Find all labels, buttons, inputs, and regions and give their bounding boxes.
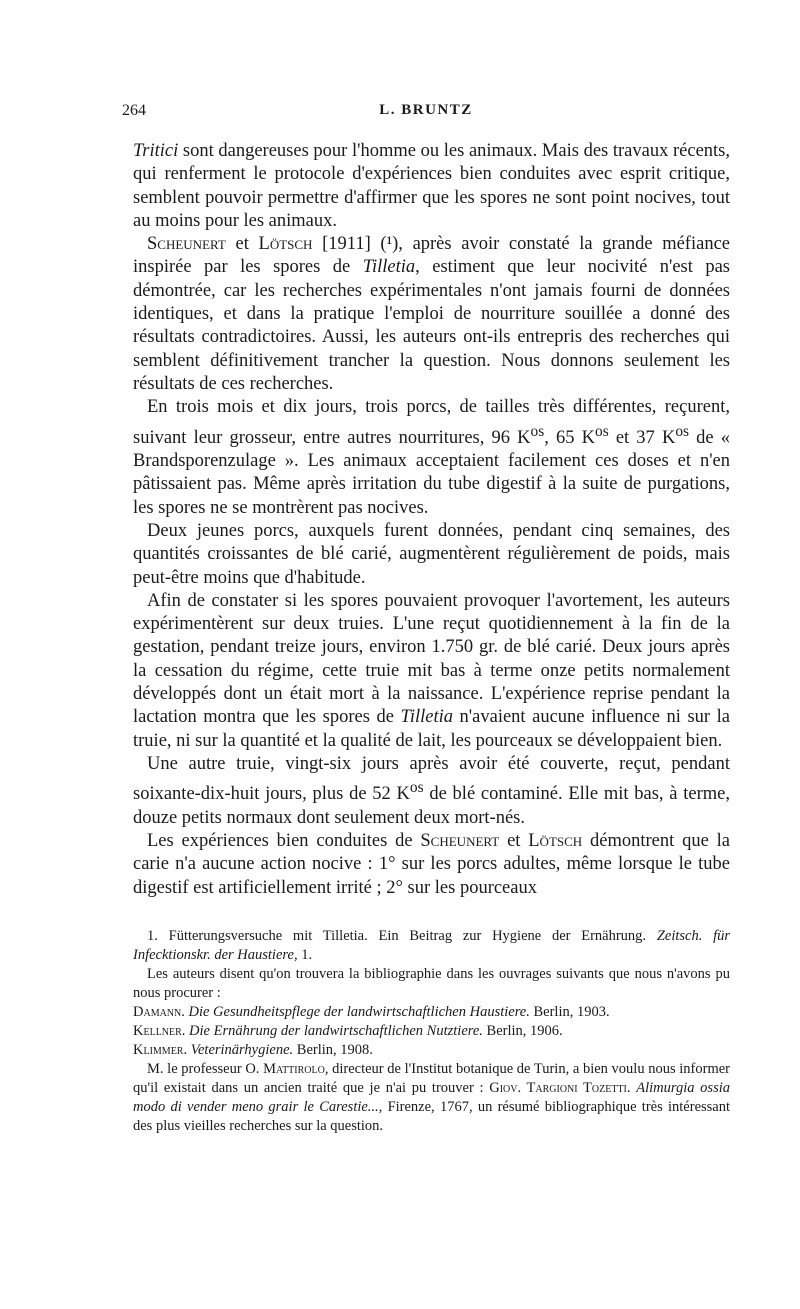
superscript: os (530, 422, 545, 440)
paragraph (133, 753, 730, 830)
superscript: os (409, 779, 424, 797)
italic-text: Zeitsch. für Infecktionskr. der Haustiere (133, 928, 730, 963)
author-name: Mattirolo (263, 1061, 325, 1077)
superscript: os (594, 422, 609, 440)
paragraph-text: Les expériences bien conduites de (147, 830, 421, 851)
work-title: Die Ernährung der landwirtschaftlichen Nutztiere. (189, 1023, 483, 1039)
author-name: Damann. (133, 1004, 185, 1020)
bibliography-entry (133, 1003, 730, 1022)
paragraph-text: et (225, 234, 259, 255)
running-head: L. BRUNTZ (379, 102, 473, 118)
paragraph-text: [1911] (¹), après avoir constaté la grande méfiance inspirée par les spores de (133, 234, 730, 278)
footnote-text: . (626, 1080, 637, 1096)
body-text (133, 140, 730, 900)
paragraph (133, 590, 730, 753)
paragraph-text: sont dangereuses pour l'homme ou les animaux. Mais des travaux récents, qui renferment le protocole d'expériences bien conduites avec esprit critique, semblent pouvoir permettre d'affirmer que les spores ne sont point nocives, tout au moins pour les animaux. (133, 141, 730, 231)
paragraph-text: Deux jeunes porcs, auxquels furent données, pendant cinq semaines, des quantités croissantes de blé carié, augmentèrent régulièrement de poids, mais peut-être moins que d'habitude. (133, 520, 730, 588)
footnote-text: Berlin, 1903. (529, 1004, 610, 1020)
paragraph-text: de blé contaminé. Elle mit bas, à terme, douze petits normaux dont seulement deux mort-nés. (133, 784, 730, 828)
italic-text: Tilletia (362, 257, 416, 278)
paragraph-text: Une autre truie, vingt-six jours après avoir été couverte, reçut, pendant soixante-dix-huit jours, plus de 52 K (133, 753, 730, 805)
footnote-text: 1. Fütterungsversuche mit Tilletia. Ein Beitrag zur Hygiene der Ernährung. (147, 928, 657, 944)
paragraph-text: et (499, 830, 529, 851)
paragraph-text: En trois mois et dix jours, trois porcs, de tailles très différentes, reçurent, suivant leur grosseur, entre autres nourritures, 96 K (133, 397, 730, 448)
paragraph (133, 830, 730, 900)
paragraph-text: Afin de constater si les spores pouvaient provoquer l'avortement, les auteurs expérimentèrent sur deux truies. L'une reçut quotidiennement à la fin de la gestation, pendant treize jours, environ 1.750 gr. de blé carié. Deux jours après la cessation du régime, cette truie mit bas à terme onze petits normalement développés dont un était mort à la naissance. L'expérience reprise pendant la lactation montra que les spores de (133, 590, 730, 728)
bibliography-entry (133, 1041, 730, 1060)
paragraph-text: , estiment que leur nocivité n'est pas démontrée, car les recherches expérimentales n'ont jamais fourni de données identiques, et dans la pratique l'emploi de nourriture souillée a donné des résultats contradictoires. Aussi, les auteurs ont-ils entrepris des recherches qui semblent définitivement trancher la question. Nous donnons seulement les résultats de ces recherches. (133, 257, 731, 394)
footnotes (133, 927, 730, 1136)
italic-text: Tritici (133, 141, 179, 161)
paragraph (133, 520, 730, 590)
paragraph-text: de « Brandsporenzulage ». Les animaux acceptaient facilement ces doses et n'en pâtissaient pas. Même après irritation du tube digestif à la suite de purgations, les spores ne se montrèrent pas nocives. (133, 427, 730, 518)
bibliography-entry (133, 1022, 730, 1041)
author-name: Lötsch (528, 830, 583, 851)
paragraph-text: et 37 K (608, 427, 676, 448)
work-title: Alimurgia ossia modo di vender meno grair le Carestie... (133, 1080, 730, 1115)
author-name: Scheunert (420, 830, 500, 851)
author-name: Klimmer. (133, 1042, 188, 1058)
footnote (133, 1060, 730, 1136)
author-name: Lötsch (258, 234, 313, 255)
italic-text: Tilletia (400, 707, 453, 728)
footnote-text: Berlin, 1906. (482, 1023, 563, 1039)
footnote-text: Berlin, 1908. (293, 1042, 373, 1058)
author-name: Kellner. (133, 1023, 186, 1039)
footnote-text: M. le professeur O. (147, 1061, 264, 1077)
superscript: os (675, 422, 690, 440)
paragraph-text: n'avaient aucune influence ni sur la truie, ni sur la quantité et la qualité de lait, les pourceaux se développaient bien. (133, 707, 730, 751)
paragraph (133, 140, 730, 233)
work-title: Veterinärhygiene. (190, 1042, 294, 1058)
footnote (133, 965, 730, 1003)
paragraph-text: démontrent que la carie n'a aucune action nocive : 1° sur les porcs adultes, même lorsque le tube digestif est artificiellement irrité ; 2° sur les pourceaux (133, 830, 730, 898)
page-header (122, 102, 730, 126)
footnote-text: , 1. (293, 947, 313, 963)
paragraph-text: , 65 K (544, 427, 595, 448)
footnote-text: , directeur de l'Institut botanique de Turin, a bien voulu nous informer qu'il existait dans un ancien traité que je n'ai pu trouver : (133, 1061, 730, 1096)
work-title: Die Gesundheitspflege der landwirtschaftlichen Haustiere. (188, 1004, 530, 1020)
page-number: 264 (122, 102, 146, 119)
footnote (133, 927, 730, 965)
paragraph (133, 396, 730, 520)
paragraph (133, 233, 730, 396)
author-name: Giov. Targioni Tozetti (489, 1080, 627, 1096)
author-name: Scheunert (147, 234, 226, 255)
footnote-text: Les auteurs disent qu'on trouvera la bibliographie dans les ouvrages suivants que nous n'avons pu nous procurer : (133, 966, 730, 1001)
footnote-text: , Firenze, 1767, un résumé bibliographique très intéressant des plus vieilles recherches sur la question. (133, 1099, 731, 1134)
